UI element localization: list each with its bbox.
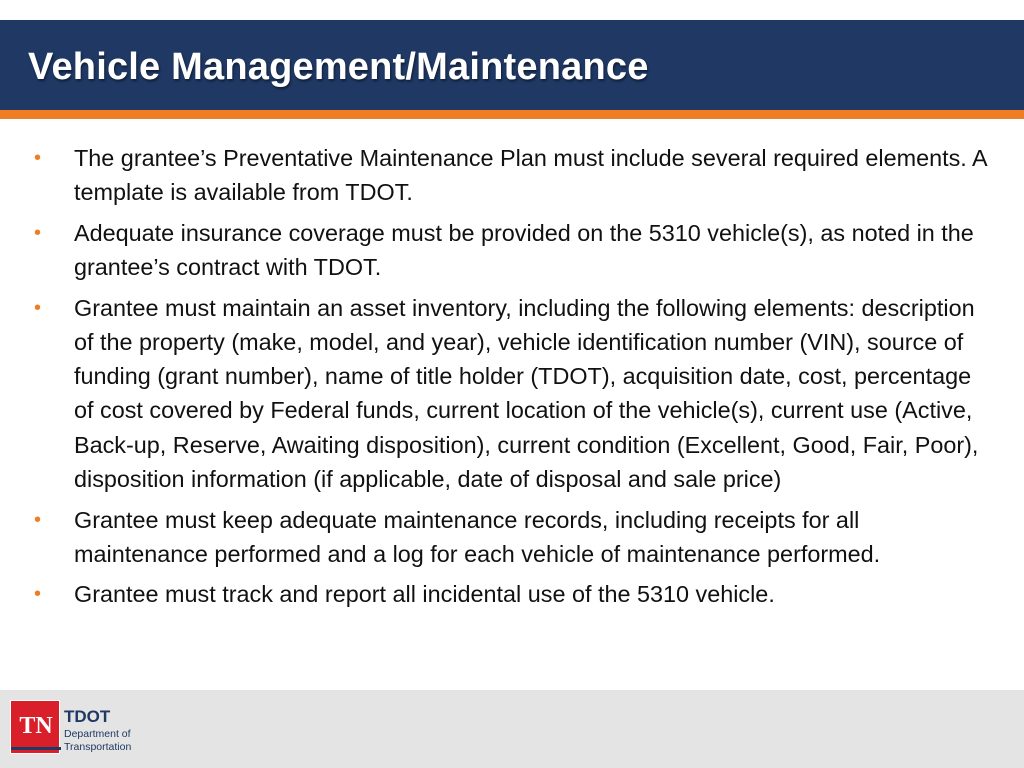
bullet-item — [30, 216, 990, 284]
bullet-icon: • — [34, 147, 42, 169]
logo-name: TDOT — [64, 707, 111, 726]
bullet-text: The grantee’s Preventative Maintenance Plan must include several required elements. A template is available from TDOT. — [74, 145, 987, 206]
slide-title: Vehicle Management/Maintenance — [28, 46, 649, 88]
tdot-logo — [10, 700, 150, 756]
logo-transportation: Transportation — [64, 741, 132, 753]
tn-logo-text: TN — [19, 713, 53, 739]
logo-department: Department of — [64, 728, 131, 740]
bullet-icon: • — [34, 583, 42, 606]
bullet-text: Grantee must keep adequate maintenance records, including receipts for all maintenance performed and a log for each vehicle of maintenance performed. — [74, 506, 881, 567]
tn-logo-underline — [11, 747, 61, 750]
tn-logo-mark — [10, 700, 60, 754]
bullet-text: Grantee must track and report all incidental use of the 5310 vehicle. — [74, 581, 775, 608]
bullet-item — [30, 503, 990, 571]
bullet-list — [30, 141, 990, 618]
footer-bar — [0, 690, 1024, 768]
bullet-icon: • — [34, 221, 42, 244]
bullet-item — [30, 577, 990, 611]
bullet-icon: • — [34, 508, 42, 531]
bullet-item — [30, 141, 990, 209]
accent-divider — [0, 110, 1024, 119]
bullet-icon: • — [34, 296, 42, 319]
bullet-item — [30, 291, 990, 496]
bullet-text: Grantee must maintain an asset inventory, including the following elements: description of the property (make, model, and year), vehicle identification number (VIN), source of funding (grant number), name of title holder (TDOT), acquisition date, cost, percentage of cost covered by Federal funds, current location of the vehicle(s), current use (Active, Back-up, Reserve, Awaiting disposition), current condition (Excellent, Good, Fair, Poor), disposition information (if applicable, date of disposal and sale price) — [74, 294, 979, 492]
bullet-text: Adequate insurance coverage must be provided on the 5310 vehicle(s), as noted in the grantee’s contract with TDOT. — [74, 219, 974, 281]
